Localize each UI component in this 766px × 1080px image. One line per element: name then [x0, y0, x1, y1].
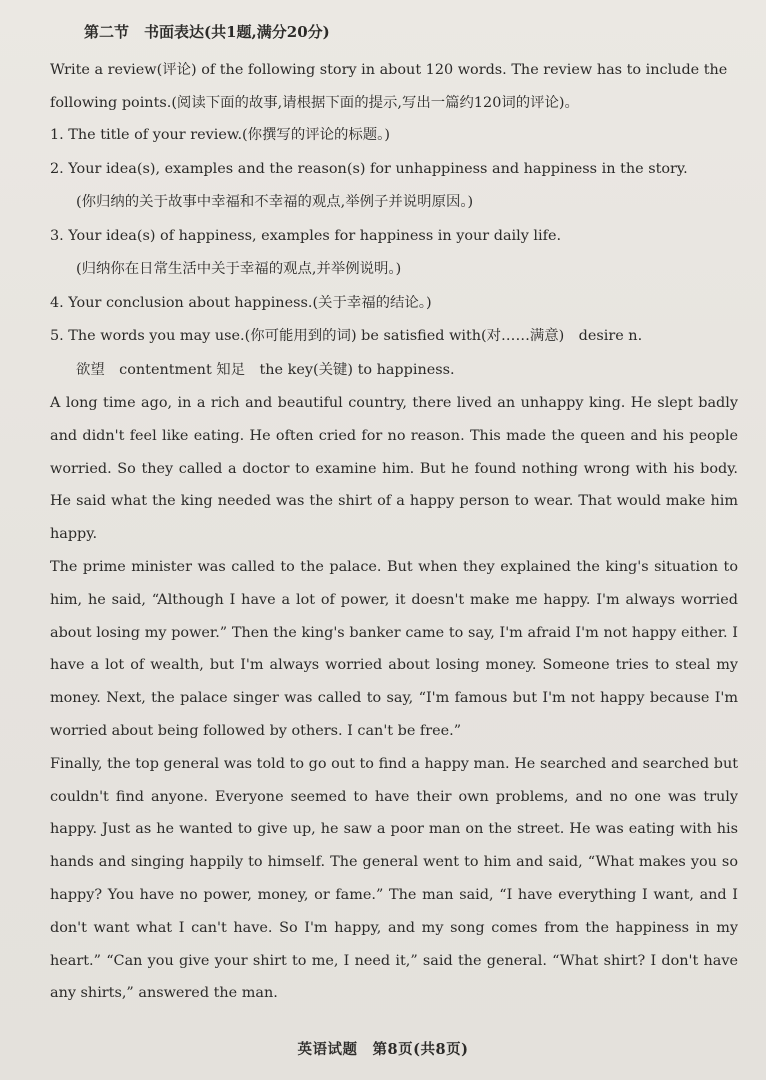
point-5: 5. The words you may use.(你可能用到的词) be satisfied with(对……满意) desire n.: [50, 328, 643, 344]
point-3-chinese: (归纳你在日常生活中关于幸福的观点,并举例说明。): [76, 261, 402, 277]
instruction-intro: Write a review(评论) of the following story in about 120 words. The review has to include the following points.(阅读下面的故事,请根据下面的提示,写出一篇约120词的评论)。: [50, 62, 728, 111]
story-paragraph: A long time ago, in a rich and beautiful country, there lived an unhappy king. He slept badly and didn't feel like eating. He often cried for no reason. This made the queen and his people worried. So they called a doctor to examine him. But he found nothing wrong with his body. He said what the king needed was the shirt of a happy person to wear. That would make him happy.: [50, 395, 738, 543]
page-footer: 英语试题 第8页(共8页): [297, 1041, 469, 1058]
point-2: 2. Your idea(s), examples and the reason(s) for unhappiness and happiness in the story.: [50, 160, 688, 177]
point-4: 4. Your conclusion about happiness.(关于幸福的结论。): [50, 294, 432, 311]
section-title: 第二节 书面表达(共1题,满分20分): [84, 23, 330, 41]
point-3: 3. Your idea(s) of happiness, examples for happiness in your daily life.: [50, 227, 562, 244]
point-1: 1. The title of your review.(你撰写的评论的标题。): [50, 127, 390, 143]
story-paragraph: The prime minister was called to the palace. But when they explained the king's situation to him, he said, “Although I have a lot of power, it doesn't make me happy. I'm always worried about losing my power.” Then the king's banker came to say, I'm afraid I'm not happy either. I have a lot of wealth, but I'm always worried about losing money. Someone tries to steal my money. Next, the palace singer was called to say, “I'm famous but I'm not happy because I'm worried about being followed by others. I can't be free.”: [50, 558, 738, 739]
point-2-chinese: (你归纳的关于故事中幸福和不幸福的观点,举例子并说明原因。): [76, 194, 474, 210]
story-paragraph: Finally, the top general was told to go out to find a happy man. He searched and searched but couldn't find anyone. Everyone seemed to have their own problems, and no one was truly happy. Just as he wanted to give up, he saw a poor man on the street. He was eating with his hands and singing happily to himself. The general went to him and said, “What makes you so happy? You have no power, money, or fame.” The man said, “I have everything I want, and I don't want what I can't have. So I'm happy, and my song comes from the happiness in my heart.” “Can you give your shirt to me, I need it,” said the general. “What shirt? I don't have any shirts,” answered the man.: [50, 755, 738, 1002]
point-5-continued: 欲望 contentment 知足 the key(关键) to happiness.: [76, 361, 455, 378]
